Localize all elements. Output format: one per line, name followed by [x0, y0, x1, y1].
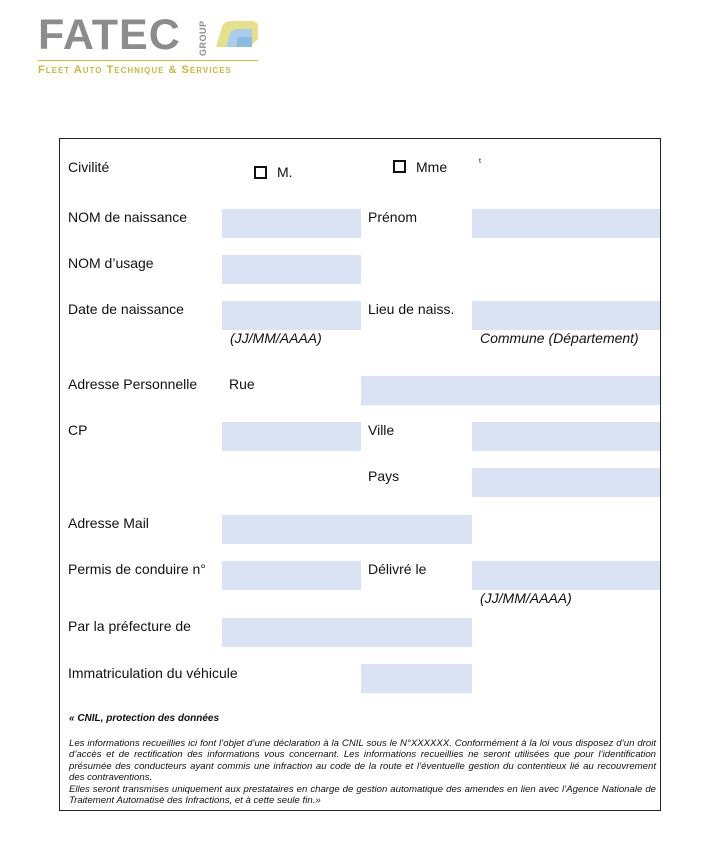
cnil-notice	[69, 738, 656, 806]
civilite-m-checkbox[interactable]	[254, 166, 267, 179]
prenom-input[interactable]	[472, 209, 660, 238]
footnote-mark: t	[479, 158, 481, 165]
nom-usage-label: NOM d’usage	[68, 255, 154, 271]
lieu-naissance-input[interactable]	[472, 301, 660, 330]
prefecture-label: Par la préfecture de	[68, 618, 191, 634]
cnil-paragraph-2: Elles seront transmises uniquement aux prestataires en charge de gestion automatique des amendes en lien avec l’Agence Nationale de Traitement Automatisé des Infractions, et à cette seule fin.»	[69, 783, 656, 807]
nom-naissance-input[interactable]	[222, 209, 361, 238]
company-logo-group-text: GROUP	[198, 20, 208, 56]
delivre-format-hint: (JJ/MM/AAAA)	[480, 590, 572, 606]
pays-label: Pays	[368, 468, 400, 484]
rue-label: Rue	[229, 376, 255, 392]
civilite-m-label: M.	[277, 164, 293, 180]
mail-label: Adresse Mail	[68, 515, 149, 531]
prenom-label: Prénom	[368, 209, 418, 225]
civilite-mme-label: Mme	[416, 159, 448, 175]
permis-input[interactable]	[222, 561, 361, 590]
cp-label: CP	[68, 422, 88, 438]
date-naissance-input[interactable]	[222, 301, 361, 330]
civilite-mme-checkbox[interactable]	[393, 160, 406, 173]
immatriculation-label: Immatriculation du véhicule	[68, 665, 238, 681]
date-naissance-label: Date de naissance	[68, 301, 184, 317]
lieu-naissance-hint: Commune (Département)	[480, 330, 639, 346]
cnil-title: « CNIL, protection des données	[69, 713, 220, 724]
nom-usage-input[interactable]	[222, 255, 361, 284]
mail-input[interactable]	[222, 515, 472, 544]
pays-input[interactable]	[472, 468, 660, 497]
car-logo-icon	[212, 17, 260, 53]
rue-input[interactable]	[361, 376, 660, 405]
company-tagline: Fleet Auto Technique & Services	[38, 64, 232, 76]
logo-divider	[38, 60, 258, 61]
prefecture-input[interactable]	[222, 618, 472, 647]
company-logo-wordmark: FATEC	[38, 11, 181, 59]
nom-naissance-label: NOM de naissance	[68, 209, 188, 225]
cp-input[interactable]	[222, 422, 361, 451]
cnil-paragraph-1: Les informations recueillies ici font l’objet d’une déclaration à la CNIL sous le N°XXXXXX. Conformément à la loi vous disposez d’un droit d’accès et de rectification des informations vous concernant. Les informations recueillies ne seront utilisées que pour l’identification présumée des conducteurs ayant commis une infraction au code de la route et l’éventuelle gestion du contentieux lié au recouvrement des contraventions.	[69, 738, 656, 784]
civilite-label: Civilité	[68, 159, 110, 175]
adresse-label: Adresse Personnelle	[68, 376, 198, 392]
permis-label: Permis de conduire n°	[68, 561, 206, 577]
delivre-input[interactable]	[472, 561, 660, 590]
delivre-label: Délivré le	[368, 561, 427, 577]
ville-input[interactable]	[472, 422, 660, 451]
lieu-naissance-label: Lieu de naiss.	[368, 301, 455, 317]
immatriculation-input[interactable]	[361, 664, 472, 693]
date-naissance-format-hint: (JJ/MM/AAAA)	[230, 330, 322, 346]
ville-label: Ville	[368, 422, 395, 438]
